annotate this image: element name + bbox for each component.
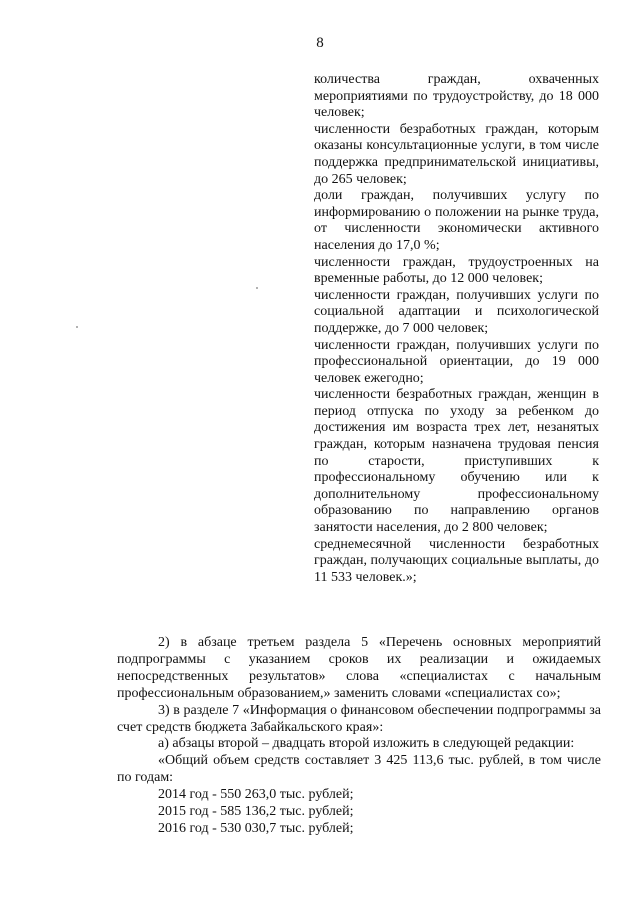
- indicator-item: численности безработных граждан, женщин в период отпуска по уходу за ребенком до достижения им возраста трех лет, незанятых граждан, которым назначена трудовая пенсия по старости, приступивших к профессиональному обучению или к дополнительному профессиональному образованию по направлению органов занятости населения, до 2 800 человек;: [314, 387, 599, 536]
- paragraph-item-3: 3) в разделе 7 «Информация о финансовом обеспечении подпрограммы за счет средств бюджета Забайкальского края»:: [117, 702, 601, 735]
- scan-speck: [76, 326, 78, 328]
- paragraph-item-2: 2) в абзаце третьем раздела 5 «Перечень основных мероприятий подпрограммы с указанием сроков их реализации и ожидаемых непосредственных результатов» слова «специалистах с начальным профессиональным образованием,» заменить словами «специалистах со»;: [117, 635, 601, 701]
- indicator-item: численности граждан, получивших услуги по социальной адаптации и психологической поддержке, до 7 000 человек;: [314, 287, 599, 336]
- funding-year-2014: 2014 год - 550 263,0 тыс. рублей;: [158, 787, 354, 803]
- indicator-item: доли граждан, получивших услугу по информированию о положении на рынке труда, от численности экономически активного населения до 17,0 %;: [314, 188, 599, 253]
- main-text: [117, 635, 601, 838]
- indicator-item: численности граждан, трудоустроенных на временные работы, до 12 000 человек;: [314, 254, 599, 287]
- indicator-item: количества граждан, охваченных мероприятиями по трудоустройству, до 18 000 человек;: [314, 72, 599, 121]
- indicator-item: численности граждан, получивших услуги по профессиональной ориентации, до 19 000 человек ежегодно;: [314, 337, 599, 386]
- total-funding-paragraph: «Общий объем средств составляет 3 425 113,6 тыс. рублей, в том числе по годам:: [117, 753, 601, 786]
- funding-year-2015: 2015 год - 585 136,2 тыс. рублей;: [158, 804, 354, 820]
- scan-speck: [256, 287, 258, 289]
- subparagraph-a: а) абзацы второй – двадцать второй изложить в следующей редакции:: [158, 736, 575, 752]
- indicator-item: численности безработных граждан, которым оказаны консультационные услуги, в том числе поддержка предпринимательской инициативы, до 265 человек;: [314, 121, 599, 187]
- indicator-item: среднемесячной численности безработных граждан, получающих социальные выплаты, до 11 533 человек.»;: [314, 536, 599, 585]
- page-number: 8: [316, 35, 324, 51]
- indicator-list: [314, 72, 599, 586]
- funding-year-2016: 2016 год - 530 030,7 тыс. рублей;: [158, 820, 354, 836]
